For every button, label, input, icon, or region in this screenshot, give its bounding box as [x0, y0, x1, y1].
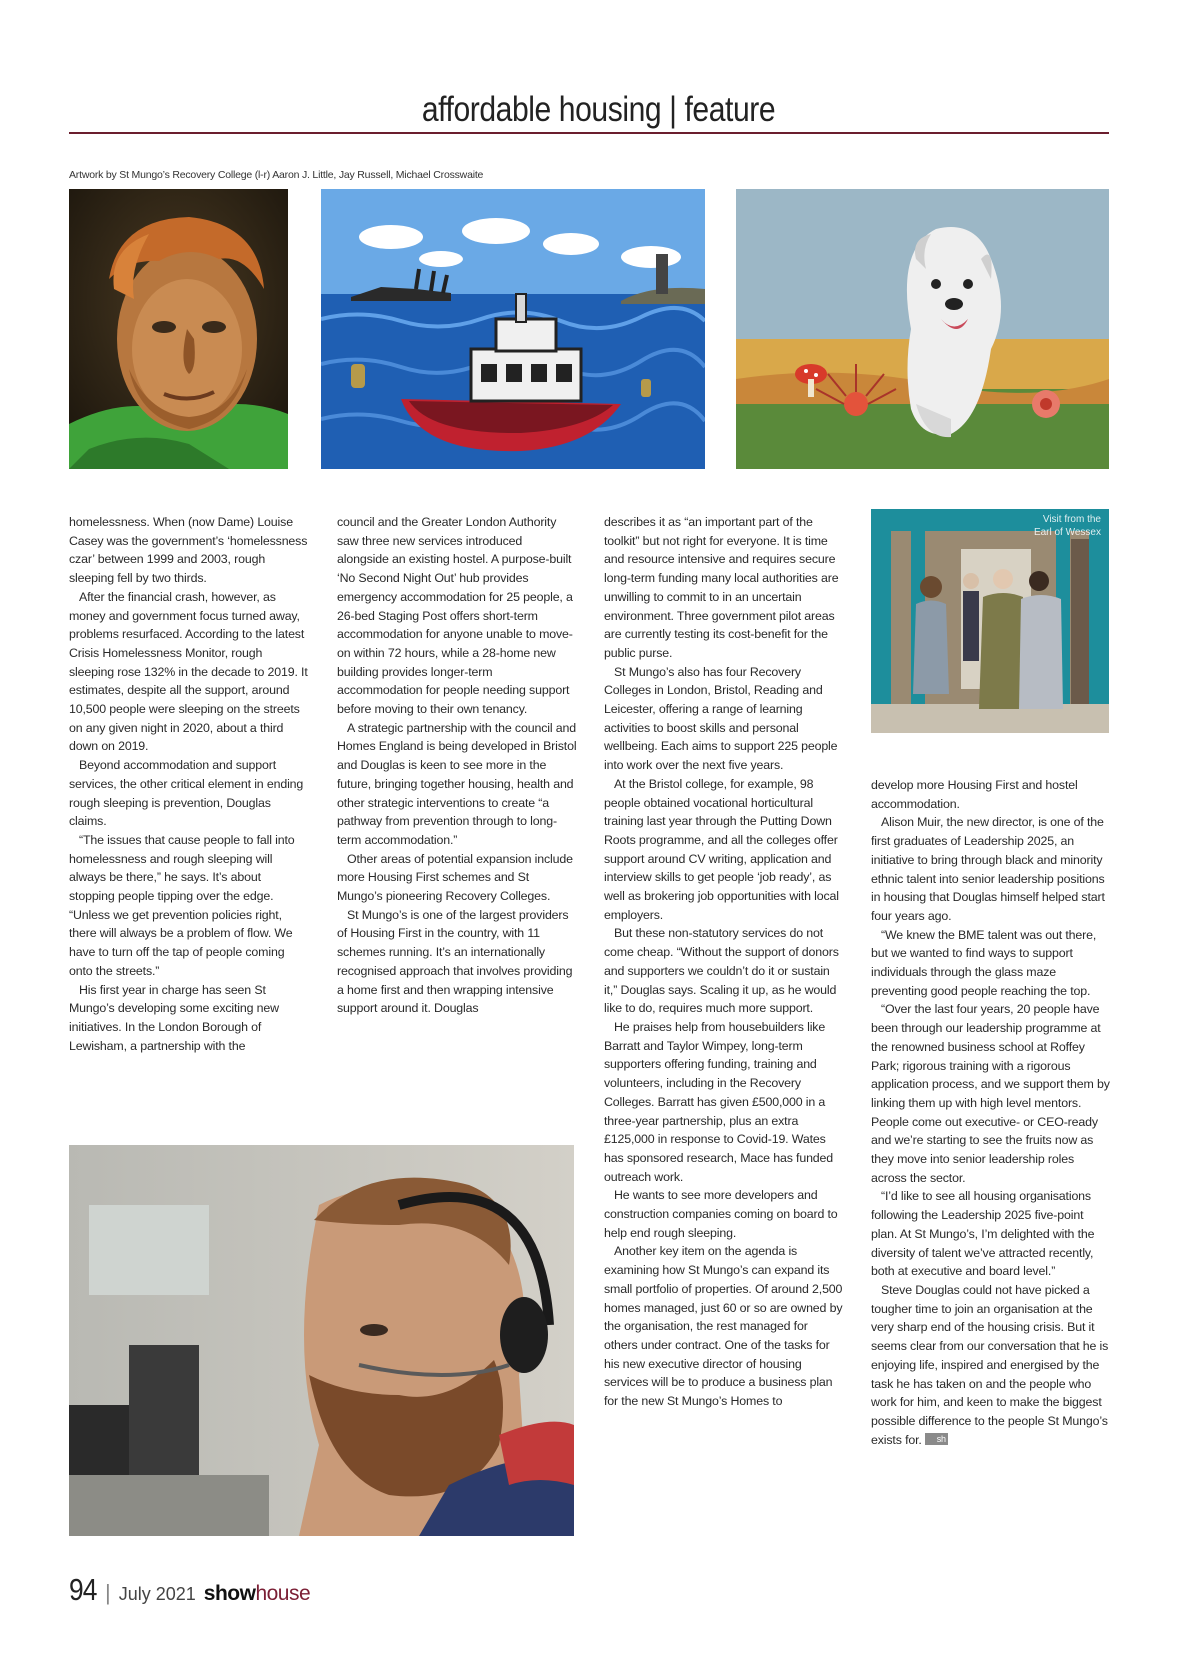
paragraph: “The issues that cause people to fall into homelessness and rough sleeping will always be there,” he says. It’s about stopping people tipping over the edge. “Unless we get prevention policies right, there will always be a problem of flow. We have to turn off the tap of people coming onto the streets.”: [69, 832, 295, 978]
article-column-2: [337, 513, 577, 1018]
paragraph: “We knew the BME talent was out there, but we wanted to find ways to support individuals through the glass maze preventing good people reaching the top.: [871, 927, 1097, 998]
brand-logo-show: show: [203, 1582, 256, 1605]
footer-separator: |: [105, 1580, 111, 1605]
photo-caption-line: Earl of Wessex: [1033, 527, 1101, 538]
paragraph: His first year in charge has seen St Mungo’s developing some exciting new initiatives. In the London Borough of Lewisham, a partnership with the: [69, 982, 279, 1053]
tugboat-painting-image: [321, 189, 705, 469]
paragraph: council and the Greater London Authority saw three new services introduced alongside an existing hostel. A purpose-built ‘No Second Night Out’ hub provides emergency accommodation for 25 people, a 26-bed Staging Post offers short-term accommodation for anyone unable to move-on within 72 hours, while a 28-home new building provides longer-term accommodation for people needing support before moving to their own tenancy.: [337, 515, 573, 717]
headset-worker-photo-image: [69, 1145, 574, 1536]
paragraph: “I’d like to see all housing organisations following the Leadership 2025 five-point plan. At St Mungo’s, I’m delighted with the diversity of talent we’ve attracted recently, both at executive and board level.”: [871, 1189, 1095, 1279]
paragraph: homelessness. When (now Dame) Louise Casey was the government’s ‘homelessness czar’ between 1999 and 2003, rough sleeping fell by two thirds.: [69, 515, 308, 586]
article-column-3: [604, 513, 844, 1411]
paragraph: Alison Muir, the new director, is one of the first graduates of Leadership 2025, an initiative to bring through black and minority ethnic talent into senior leadership positions in housing that Douglas himself helped start four years ago.: [871, 815, 1105, 923]
paragraph: A strategic partnership with the council and Homes England is being developed in Bristol and Douglas is keen to see more in the future, bringing together housing, health and other strategic interventions to create “a pathway from prevention through to long-term accommodation.”: [337, 720, 577, 847]
header-rule: [69, 132, 1109, 134]
end-mark-icon: sh: [925, 1433, 948, 1445]
page-header-title: affordable housing | feature: [421, 90, 776, 129]
paragraph: describes it as “an important part of the toolkit” but not right for everyone. It is time and resource intensive and requires secure long-term funding many local authorities are unwilling to commit to in an uncertain environment. Three government pilot areas are currently testing its cost-benefit for the public purse.: [604, 515, 839, 660]
paragraph-text: Steve Douglas could not have picked a tougher time to join an organisation at the very sharp end of the housing crisis. But it seems clear from our conversation that he is enjoying life, inspired and energised by the task he has taken on and the people who work for him, and keen to make the biggest possible difference to the people St Mungo’s exists for.: [871, 1282, 1109, 1447]
paragraph-last: [871, 1281, 1111, 1449]
artwork-caption: Artwork by St Mungo’s Recovery College (l-r) Aaron J. Little, Jay Russell, Michael Crosswaite: [69, 169, 484, 181]
paragraph: He wants to see more developers and construction companies coming on board to help end rough sleeping.: [604, 1188, 838, 1240]
paragraph: At the Bristol college, for example, 98 people obtained vocational horticultural training last year through the Putting Down Roots programme, and all the colleges offer support around CV writing, application and interview skills to get people ‘job ready’, as well as brokering job opportunities with local employers.: [604, 776, 839, 922]
paragraph: He praises help from housebuilders like Barratt and Taylor Wimpey, long-term supporters offering funding, training and volunteers, including in the Recovery Colleges. Barratt has given £500,000 in a three-year partnership, plus an extra £125,000 in response to Covid-19. Wates has sponsored research, Mace has funded outreach work.: [604, 1019, 834, 1184]
brand-logo-house: house: [255, 1582, 311, 1605]
paragraph: St Mungo’s also has four Recovery Colleges in London, Bristol, Reading and Leicester, offering a range of learning activities to boost skills and personal wellbeing. Each aims to support 225 people into work over the next five years.: [604, 664, 838, 773]
paragraph: develop more Housing First and hostel accommodation.: [871, 778, 1078, 811]
paragraph: Other areas of potential expansion include more Housing First schemes and St Mungo’s pioneering Recovery Colleges.: [337, 851, 573, 904]
article-column-4: [871, 776, 1111, 1449]
paragraph: Another key item on the agenda is examining how St Mungo’s can expand its small portfolio of properties. Of around 2,500 homes managed, just 60 or so are owned by the organisation, the rest managed for others under contract. One of the tasks for his new executive director of housing services will be to produce a business plan for the new St Mungo’s Homes to: [604, 1244, 843, 1409]
paragraph: But these non-statutory services do not come cheap. “Without the support of donors and supporters we couldn’t do it or sustain it,” Douglas says. Scaling it up, as he would like to do, requires much more support.: [604, 926, 839, 1016]
photo-caption: [1034, 513, 1101, 539]
paragraph: “Over the last four years, 20 people have been through our leadership programme at the renowned business school at Roffey Park; rigorous training with a rigorous application process, and we support them by linking them up with high level mentors. People come out executive- or CEO-ready and we’re starting to see the fruits now as they move into senior leadership roles across the sector.: [871, 1002, 1110, 1185]
page-footer: [69, 1572, 310, 1612]
photo-caption-line: Visit from the: [1042, 514, 1101, 525]
page-number: 94: [69, 1572, 97, 1607]
issue-date: July 2021: [118, 1584, 196, 1604]
portrait-painting-image: [69, 189, 288, 469]
paragraph: After the financial crash, however, as money and government focus turned away, problems resurfaced. According to the latest Crisis Homelessness Monitor, rough sleeping rose 132% in the decade to 2019. It estimates, despite all the support, around 10,500 people were sleeping on the streets on any given night in 2020, about a third down on 2019.: [69, 589, 308, 754]
dog-painting-image: [736, 189, 1109, 469]
article-column-1: [69, 513, 309, 1055]
paragraph: Beyond accommodation and support services, the other critical element in ending rough sleeping is prevention, Douglas claims.: [69, 758, 304, 829]
visit-photo-image: [871, 509, 1109, 733]
paragraph: St Mungo’s is one of the largest providers of Housing First in the country, with 11 schemes running. It’s an internationally recognised approach that involves providing a home first and then wrapping intensive support around it. Douglas: [337, 907, 573, 1016]
